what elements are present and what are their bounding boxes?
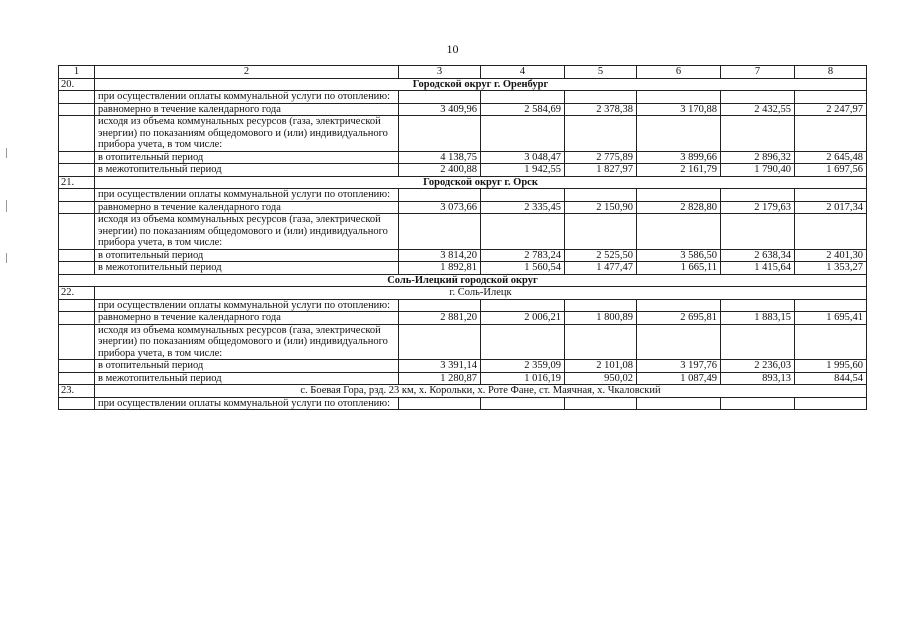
value-cell: 2 006,21 <box>481 312 565 325</box>
table-row <box>59 312 867 325</box>
margin-mark <box>6 148 7 158</box>
row-index: 22. <box>59 287 95 300</box>
value-cell: 2 101,08 <box>565 360 637 373</box>
value-cell: 3 170,88 <box>637 103 721 116</box>
column-header: 3 <box>399 66 481 79</box>
row-label: при осуществлении оплаты коммунальной услуги по отоплению: <box>95 91 399 104</box>
table-row <box>59 262 867 275</box>
table-row <box>59 103 867 116</box>
row-label: при осуществлении оплаты коммунальной услуги по отоплению: <box>95 299 399 312</box>
value-cell: 2 017,34 <box>795 201 867 214</box>
section-title: Соль-Илецкий городской округ <box>59 274 867 287</box>
table-row <box>59 249 867 262</box>
value-cell: 2 881,20 <box>399 312 481 325</box>
table-row <box>59 164 867 177</box>
value-cell: 1 016,19 <box>481 372 565 385</box>
value-cell: 1 560,54 <box>481 262 565 275</box>
value-cell: 2 335,45 <box>481 201 565 214</box>
table-row <box>59 360 867 373</box>
table-row <box>59 397 867 410</box>
value-cell: 1 087,49 <box>637 372 721 385</box>
value-cell: 2 247,97 <box>795 103 867 116</box>
value-cell: 1 995,60 <box>795 360 867 373</box>
table-row <box>59 189 867 202</box>
tariff-table <box>58 65 867 410</box>
value-cell: 3 048,47 <box>481 151 565 164</box>
value-cell: 2 236,03 <box>721 360 795 373</box>
row-label: при осуществлении оплаты коммунальной услуги по отоплению: <box>95 189 399 202</box>
table-row <box>59 214 867 250</box>
row-label: при осуществлении оплаты коммунальной услуги по отоплению: <box>95 397 399 410</box>
value-cell: 1 697,56 <box>795 164 867 177</box>
value-cell: 2 161,79 <box>637 164 721 177</box>
row-label: исходя из объема коммунальных ресурсов (газа, электрической энергии) по показаниям общедомового и (или) индивидуального прибора учета, в том числе: <box>95 214 399 250</box>
row-label: в отопительный период <box>95 249 399 262</box>
row-index: 20. <box>59 78 95 91</box>
table-row <box>59 151 867 164</box>
value-cell: 950,02 <box>565 372 637 385</box>
row-label: равномерно в течение календарного года <box>95 312 399 325</box>
column-header: 4 <box>481 66 565 79</box>
row-label: в межотопительный период <box>95 372 399 385</box>
page-number: 10 <box>446 42 459 56</box>
value-cell: 1 800,89 <box>565 312 637 325</box>
section-title: Городской округ г. Орск <box>95 176 867 189</box>
value-cell: 1 790,40 <box>721 164 795 177</box>
table-row <box>59 324 867 360</box>
value-cell: 2 775,89 <box>565 151 637 164</box>
row-label: в отопительный период <box>95 360 399 373</box>
value-cell: 1 883,15 <box>721 312 795 325</box>
value-cell: 2 179,63 <box>721 201 795 214</box>
value-cell: 3 814,20 <box>399 249 481 262</box>
value-cell: 2 645,48 <box>795 151 867 164</box>
table-row <box>59 372 867 385</box>
value-cell: 3 586,50 <box>637 249 721 262</box>
value-cell: 2 695,81 <box>637 312 721 325</box>
section-title: Городской округ г. Оренбург <box>95 78 867 91</box>
value-cell: 1 695,41 <box>795 312 867 325</box>
value-cell: 2 359,09 <box>481 360 565 373</box>
section-subtitle: г. Соль-Илецк <box>95 287 867 300</box>
row-label: равномерно в течение календарного года <box>95 201 399 214</box>
value-cell: 1 892,81 <box>399 262 481 275</box>
column-header: 5 <box>565 66 637 79</box>
value-cell: 3 073,66 <box>399 201 481 214</box>
value-cell: 893,13 <box>721 372 795 385</box>
value-cell: 1 353,27 <box>795 262 867 275</box>
column-header-row <box>59 66 867 79</box>
row-label: исходя из объема коммунальных ресурсов (газа, электрической энергии) по показаниям общедомового и (или) индивидуального прибора учета, в том числе: <box>95 116 399 152</box>
value-cell: 2 400,88 <box>399 164 481 177</box>
column-header: 8 <box>795 66 867 79</box>
section-row <box>59 274 867 287</box>
section-row <box>59 287 867 300</box>
table-row <box>59 201 867 214</box>
value-cell: 2 584,69 <box>481 103 565 116</box>
value-cell: 1 827,97 <box>565 164 637 177</box>
value-cell: 1 665,11 <box>637 262 721 275</box>
table-row <box>59 299 867 312</box>
value-cell: 1 415,64 <box>721 262 795 275</box>
column-header: 2 <box>95 66 399 79</box>
row-index: 21. <box>59 176 95 189</box>
margin-mark <box>6 253 7 263</box>
value-cell: 1 942,55 <box>481 164 565 177</box>
value-cell: 3 899,66 <box>637 151 721 164</box>
row-label: исходя из объема коммунальных ресурсов (газа, электрической энергии) по показаниям общедомового и (или) индивидуального прибора учета, в том числе: <box>95 324 399 360</box>
value-cell: 3 391,14 <box>399 360 481 373</box>
section-row <box>59 78 867 91</box>
value-cell: 3 409,96 <box>399 103 481 116</box>
section-row <box>59 385 867 398</box>
value-cell: 4 138,75 <box>399 151 481 164</box>
table-row <box>59 91 867 104</box>
section-subtitle: с. Боевая Гора, рзд. 23 км, х. Корольки, х. Роте Фане, ст. Маячная, х. Чкаловский <box>95 385 867 398</box>
row-index: 23. <box>59 385 95 398</box>
value-cell: 2 378,38 <box>565 103 637 116</box>
row-label: равномерно в течение календарного года <box>95 103 399 116</box>
value-cell: 3 197,76 <box>637 360 721 373</box>
row-label: в межотопительный период <box>95 164 399 177</box>
table-row <box>59 116 867 152</box>
margin-mark <box>6 200 7 212</box>
row-label: в отопительный период <box>95 151 399 164</box>
value-cell: 2 638,34 <box>721 249 795 262</box>
value-cell: 2 150,90 <box>565 201 637 214</box>
value-cell: 2 525,50 <box>565 249 637 262</box>
column-header: 7 <box>721 66 795 79</box>
value-cell: 2 401,30 <box>795 249 867 262</box>
column-header: 6 <box>637 66 721 79</box>
value-cell: 2 783,24 <box>481 249 565 262</box>
section-row <box>59 176 867 189</box>
value-cell: 2 432,55 <box>721 103 795 116</box>
value-cell: 2 828,80 <box>637 201 721 214</box>
row-label: в межотопительный период <box>95 262 399 275</box>
column-header: 1 <box>59 66 95 79</box>
value-cell: 1 280,87 <box>399 372 481 385</box>
value-cell: 1 477,47 <box>565 262 637 275</box>
value-cell: 844,54 <box>795 372 867 385</box>
value-cell: 2 896,32 <box>721 151 795 164</box>
